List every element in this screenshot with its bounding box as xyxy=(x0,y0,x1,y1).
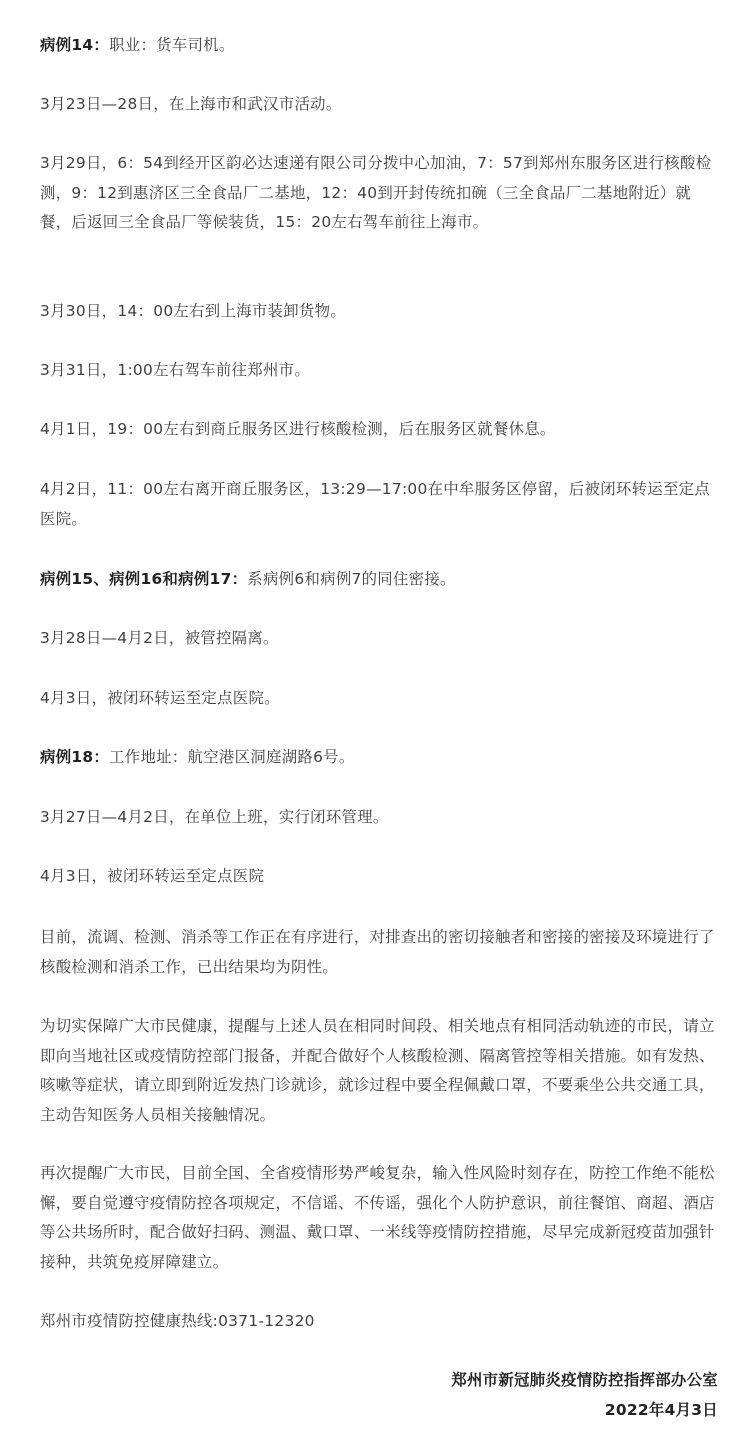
notice-reminder: 再次提醒广大市民，目前全国、全省疫情形势严峻复杂，输入性风险时刻存在，防控工作绝不能松懈，要自觉遵守疫情防控各项规定，不信谣、不传谣，强化个人防护意识，前往餐馆、商超、酒店等公共场所时，配合做好扫码、测温、戴口罩、一米线等疫情防控措施，尽早完成新冠疫苗加强针接种，共筑免疫屏障建立。 xyxy=(40,1164,715,1271)
case15-17-heading xyxy=(40,565,720,595)
case14-item-6: 4月2日，11：00左右离开商丘服务区，13:29—17:00在中牟服务区停留，后被闭环转运至定点医院。 xyxy=(40,480,711,528)
case14-label: 病例14： xyxy=(40,36,110,54)
case15-17-item-2: 4月3日，被闭环转运至定点医院。 xyxy=(40,689,280,707)
case14-item-1: 3月23日—28日，在上海市和武汉市活动。 xyxy=(40,95,342,113)
hotline: 郑州市疫情防控健康热线:0371-12320 xyxy=(40,1312,315,1330)
case14-heading xyxy=(40,31,720,61)
signature-org: 郑州市新冠肺炎疫情防控指挥部办公室 xyxy=(451,1371,718,1389)
case14-item-4: 3月31日，1:00左右驾车前往郑州市。 xyxy=(40,361,311,379)
case18-item-2: 4月3日，被闭环转运至定点医院 xyxy=(40,867,265,885)
case15-17-item-1: 3月28日—4月2日，被管控隔离。 xyxy=(40,629,279,647)
case18-item-1: 3月27日—4月2日，在单位上班，实行闭环管理。 xyxy=(40,808,389,826)
case18-label: 病例18： xyxy=(40,748,110,766)
case15-17-intro: 系病例6和病例7的同住密接。 xyxy=(247,570,456,588)
case14-item-3: 3月30日，14：00左右到上海市装卸货物。 xyxy=(40,302,347,320)
case14-item-2: 3月29日，6：54到经开区韵必达速递有限公司分拨中心加油，7：57到郑州东服务区进行核酸检测，9：12到惠济区三全食品厂二基地，12：40到开封传统扣碗（三全食品厂二基地附近）就餐，后返回三全食品厂等候装货，15：20左右驾车前往上海市。 xyxy=(40,154,712,231)
notice-report: 为切实保障广大市民健康，提醒与上述人员在相同时间段、相关地点有相同活动轨迹的市民，请立即向当地社区或疫情防控部门报备，并配合做好个人核酸检测、隔离管控等相关措施。如有发热、咳嗽等症状，请立即到附近发热门诊就诊，就诊过程中要全程佩戴口罩，不要乘坐公共交通工具，主动告知医务人员相关接触情况。 xyxy=(40,1017,715,1124)
case18-intro: 工作地址：航空港区洞庭湖路6号。 xyxy=(109,748,355,766)
case15-17-label: 病例15、病例16和病例17： xyxy=(40,570,248,588)
notice-results: 目前，流调、检测、消杀等工作正在有序进行，对排查出的密切接触者和密接的密接及环境进行了核酸检测和消杀工作，已出结果均为阴性。 xyxy=(40,928,715,976)
case18-heading xyxy=(40,743,720,773)
case14-intro: 职业：货车司机。 xyxy=(109,36,235,54)
case14-item-5: 4月1日，19：00左右到商丘服务区进行核酸检测，后在服务区就餐休息。 xyxy=(40,420,556,438)
signature-date: 2022年4月3日 xyxy=(604,1401,718,1419)
